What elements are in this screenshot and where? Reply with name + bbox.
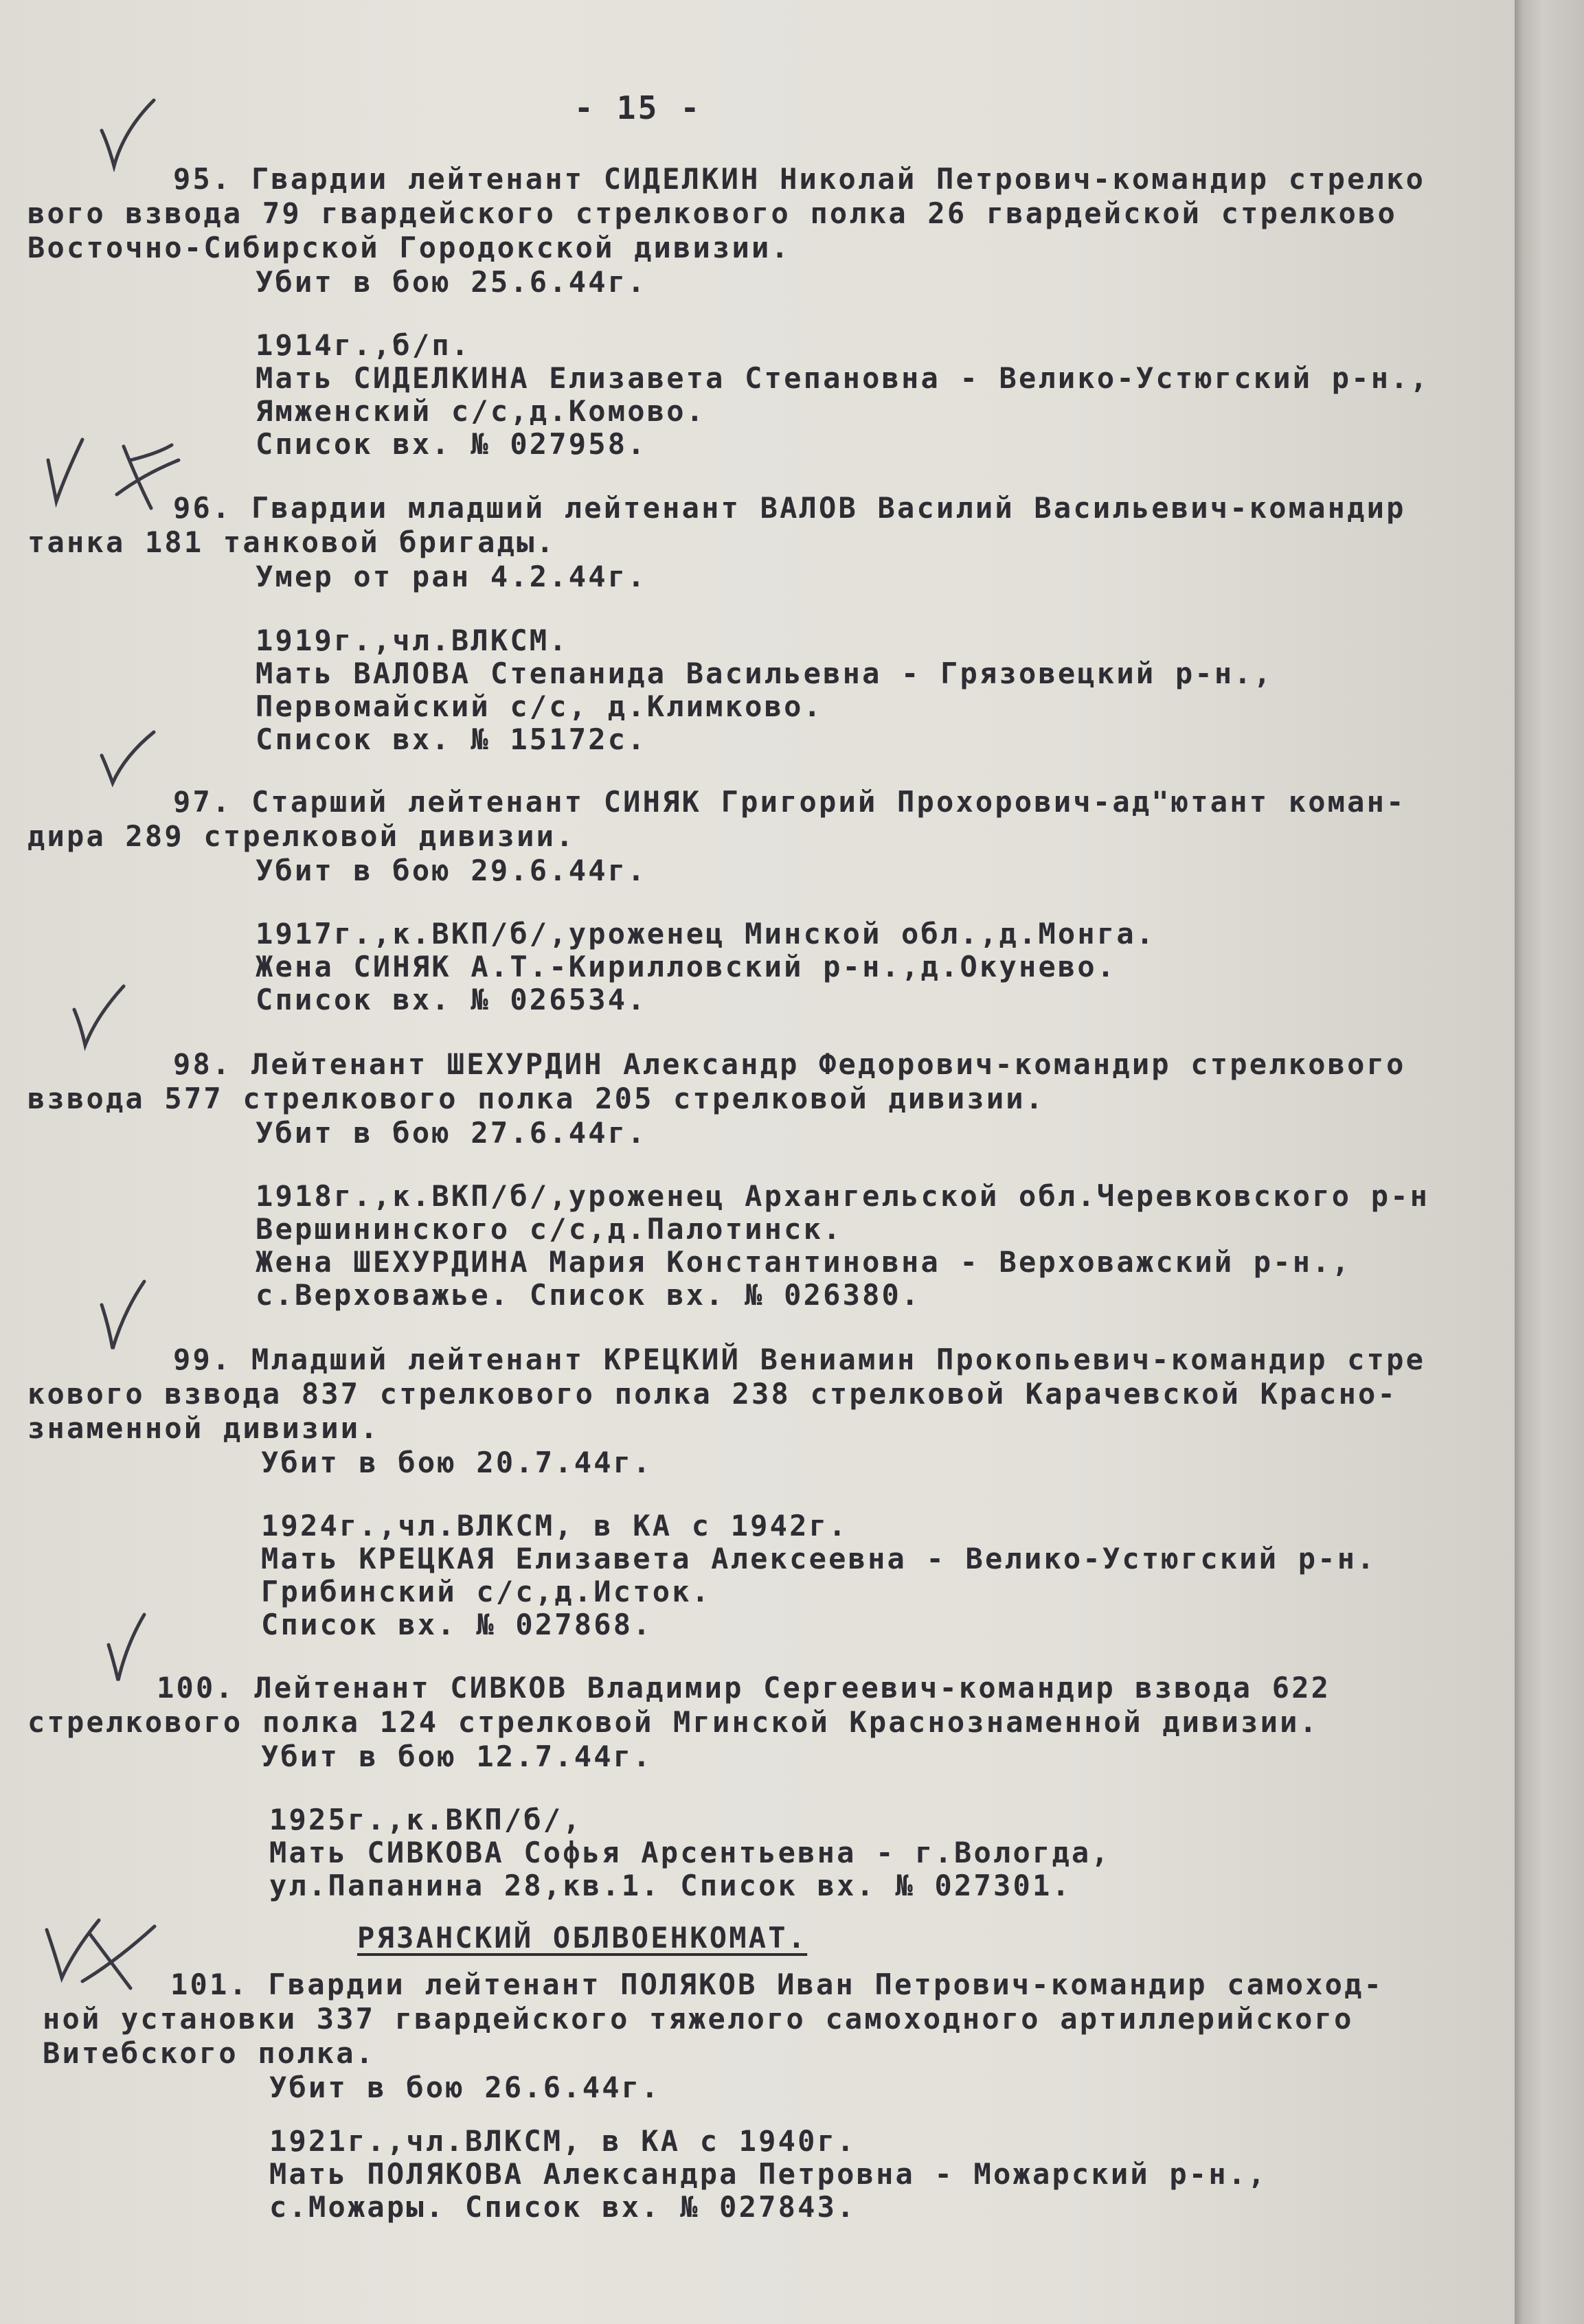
entry-95-line-1: 95. Гвардии лейтенант СИДЕЛКИН Николай Петрович-командир стрелко bbox=[173, 162, 1426, 196]
entry-100-line-3: Убит в бою 12.7.44г. bbox=[261, 1740, 653, 1773]
entry-100-line-2: стрелкового полка 124 стрелковой Мгинской Краснознаменной дивизии. bbox=[27, 1705, 1320, 1739]
entry-96-line-3: Умер от ран 4.2.44г. bbox=[256, 560, 647, 593]
page-fold-shadow bbox=[1515, 0, 1584, 2324]
entry-98-line-6: Жена ШЕХУРДИНА Мария Константиновна - Верховажский р-н., bbox=[256, 1245, 1352, 1279]
entry-98-line-5: Вершининского с/с,д.Палотинск. bbox=[256, 1212, 843, 1246]
entry-96-line-2: танка 181 танковой бригады. bbox=[27, 525, 556, 559]
entry-98-line-2: взвода 577 стрелкового полка 205 стрелковой дивизии. bbox=[27, 1082, 1045, 1115]
entry-101-line-3: Витебского полка. bbox=[43, 2036, 376, 2070]
page-number: - 15 - bbox=[574, 89, 702, 126]
entry-98-line-7: с.Верховажье. Список вх. № 026380. bbox=[256, 1278, 921, 1312]
entry-99-line-4: Убит в бою 20.7.44г. bbox=[261, 1446, 653, 1479]
entry-99-line-3: знаменной дивизии. bbox=[27, 1411, 380, 1445]
entry-99-line-5: 1924г.,чл.ВЛКСМ, в КА с 1942г. bbox=[261, 1509, 848, 1542]
entry-96-line-4: 1919г.,чл.ВЛКСМ. bbox=[256, 624, 569, 657]
entry-100-line-4: 1925г.,к.ВКП/б/, bbox=[269, 1803, 582, 1836]
cross-mark-icon bbox=[76, 1919, 158, 1995]
entry-100-line-5: Мать СИВКОВА Софья Арсентьевна - г.Вологда, bbox=[269, 1836, 1111, 1869]
entry-97-line-3: Убит в бою 29.6.44г. bbox=[256, 854, 647, 887]
entry-101-line-1: 101. Гвардии лейтенант ПОЛЯКОВ Иван Петрович-командир самоход- bbox=[170, 1968, 1384, 2001]
entry-98-line-4: 1918г.,к.ВКП/б/,уроженец Архангельской обл.Черевковского р-н bbox=[256, 1179, 1430, 1213]
checkmark-icon bbox=[96, 96, 158, 172]
entry-95-line-8: Список вх. № 027958. bbox=[256, 427, 647, 461]
entry-101-line-5: 1921г.,чл.ВЛКСМ, в КА с 1940г. bbox=[269, 2124, 857, 2158]
entry-95-line-4: Убит в бою 25.6.44г. bbox=[256, 265, 647, 299]
entry-95-line-6: Мать СИДЕЛКИНА Елизавета Степановна - Велико-Устюгский р-н., bbox=[256, 361, 1430, 395]
entry-96-line-6: Первомайский с/с, д.Климково. bbox=[256, 690, 824, 723]
entry-99-line-6: Мать КРЕЦКАЯ Елизавета Алексеевна - Велико-Устюгский р-н. bbox=[261, 1542, 1377, 1575]
section-heading: РЯЗАНСКИЙ ОБЛВОЕНКОМАТ. bbox=[357, 1921, 808, 1955]
entry-96-line-1: 96. Гвардии младший лейтенант ВАЛОВ Василий Васильевич-командир bbox=[173, 491, 1406, 525]
entry-101-line-2: ной установки 337 гвардейского тяжелого самоходного артиллерийского bbox=[43, 2002, 1354, 2036]
cross-mark-icon bbox=[103, 440, 185, 515]
entry-96-line-7: Список вх. № 15172с. bbox=[256, 722, 647, 756]
entry-95-line-7: Ямженский с/с,д.Комово. bbox=[256, 394, 706, 428]
entry-101-line-4: Убит в бою 26.6.44г. bbox=[269, 2071, 661, 2104]
entry-101-line-7: с.Можары. Список вх. № 027843. bbox=[269, 2190, 857, 2224]
entry-98-line-1: 98. Лейтенант ШЕХУРДИН Александр Федорович-командир стрелкового bbox=[173, 1047, 1406, 1081]
entry-95-line-3: Восточно-Сибирской Городокской дивизии. bbox=[27, 231, 791, 264]
checkmark-icon bbox=[103, 1610, 151, 1686]
entry-97-line-4: 1917г.,к.ВКП/б/,уроженец Минской обл.,д.Монга. bbox=[256, 917, 1156, 950]
entry-99-line-2: кового взвода 837 стрелкового полка 238 стрелковой Карачевской Красно- bbox=[27, 1377, 1398, 1411]
checkmark-icon bbox=[69, 982, 131, 1051]
checkmark-icon bbox=[96, 1277, 151, 1353]
entry-97-line-5: Жена СИНЯК А.Т.-Кирилловский р-н.,д.Окунево. bbox=[256, 950, 1117, 983]
entry-95-line-5: 1914г.,б/п. bbox=[256, 328, 471, 362]
checkmark-icon bbox=[96, 728, 158, 790]
entry-100-line-1: 100. Лейтенант СИВКОВ Владимир Сергеевич-командир взвода 622 bbox=[157, 1671, 1331, 1705]
entry-98-line-3: Убит в бою 27.6.44г. bbox=[256, 1116, 647, 1150]
entry-97-line-6: Список вх. № 026534. bbox=[256, 983, 647, 1016]
entry-97-line-1: 97. Старший лейтенант СИНЯК Григорий Прохорович-ад"ютант коман- bbox=[173, 785, 1406, 819]
entry-99-line-1: 99. Младший лейтенант КРЕЦКИЙ Вениамин Прокопьевич-командир стре bbox=[173, 1343, 1426, 1376]
entry-97-line-2: дира 289 стрелковой дивизии. bbox=[27, 819, 576, 853]
entry-100-line-6: ул.Папанина 28,кв.1. Список вх. № 027301. bbox=[269, 1869, 1072, 1902]
entry-101-line-6: Мать ПОЛЯКОВА Александра Петровна - Можарский р-н., bbox=[269, 2157, 1267, 2191]
entry-96-line-5: Мать ВАЛОВА Степанида Васильевна - Грязовецкий р-н., bbox=[256, 657, 1274, 690]
entry-99-line-7: Грибинский с/с,д.Исток. bbox=[261, 1575, 712, 1608]
entry-95-line-2: вого взвода 79 гвардейского стрелкового полка 26 гвардейской стрелково bbox=[27, 196, 1398, 230]
entry-99-line-8: Список вх. № 027868. bbox=[261, 1608, 653, 1641]
